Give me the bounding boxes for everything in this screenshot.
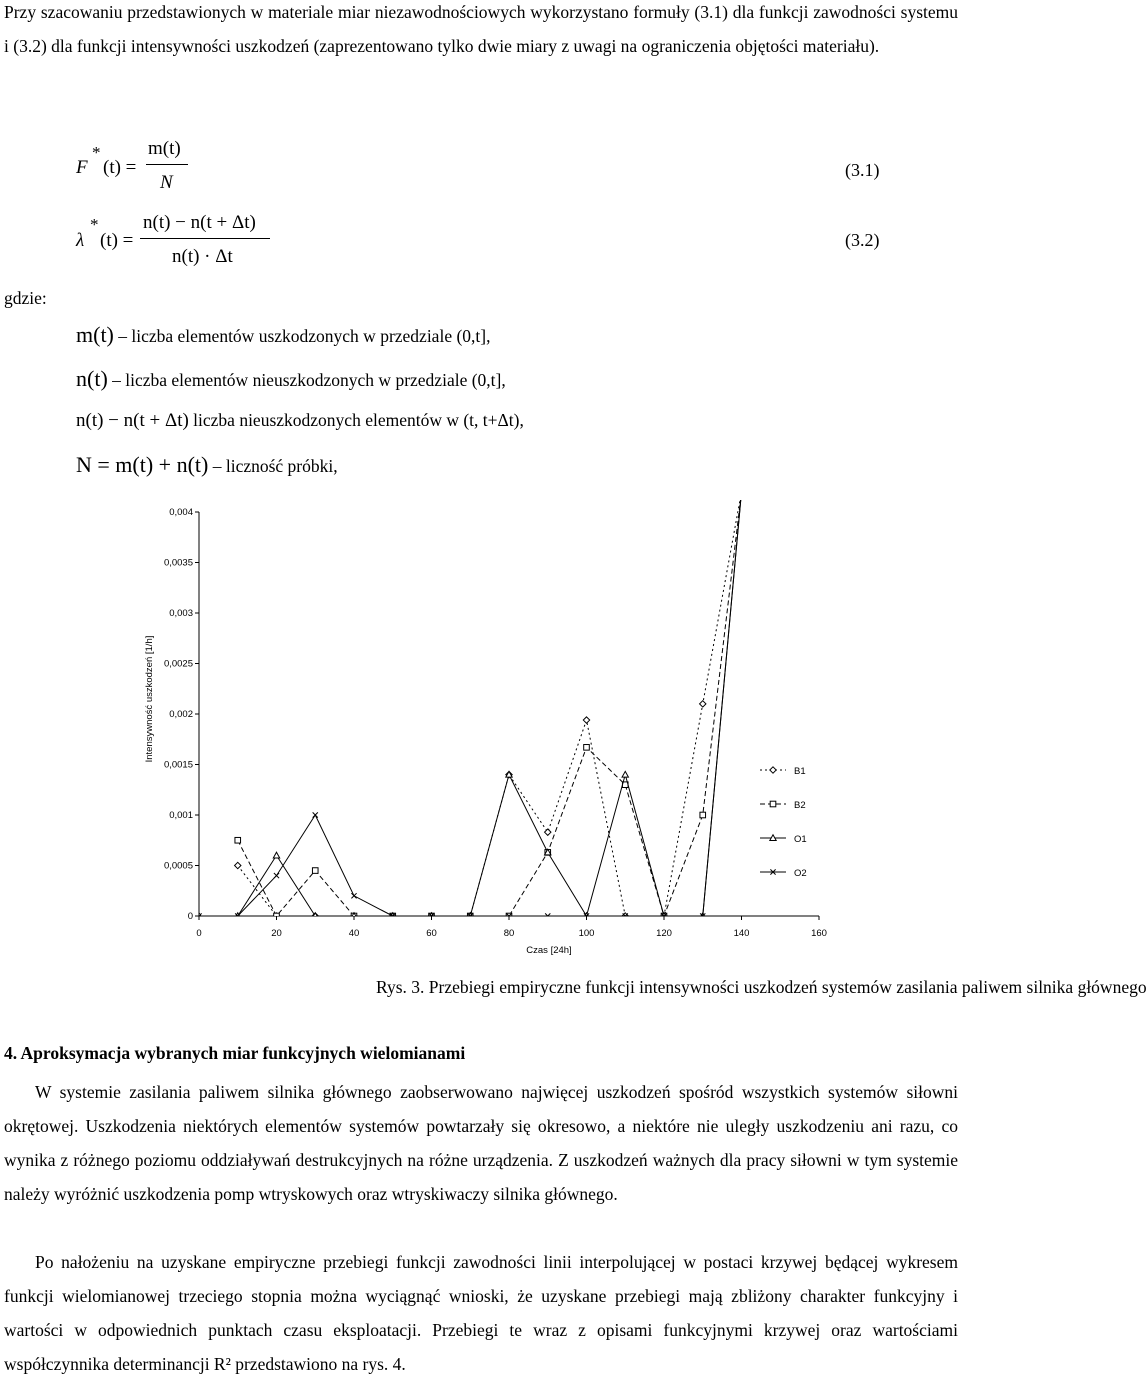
figure-caption: Rys. 3. Przebiegi empiryczne funkcji intensywności uszkodzeń systemów zasilania paliwem silnika głównego (376, 977, 1147, 997)
section-heading: 4. Aproksymacja wybranych miar funkcyjnych wielomianami (4, 1043, 466, 1063)
y-tick-label: 0,0015 (163, 759, 193, 771)
series-b1-point (583, 717, 589, 723)
series-b1-line (238, 492, 742, 916)
y-tick-label: 0,004 (169, 507, 193, 518)
eq2-numerator: n(t) − n(t + Δt) (143, 212, 256, 233)
series-o2-point (351, 893, 356, 898)
definition-N-symbol: N = m(t) + n(t) (76, 452, 209, 477)
series-o1-point (622, 771, 628, 777)
definition-N-text: – liczność próbki, (212, 456, 338, 476)
definition-m-text: – liczba elementów uszkodzonych w przedziale (0,t], (118, 326, 491, 346)
failure-intensity-chart (140, 500, 840, 965)
definition-m-symbol: m(t) (76, 322, 114, 347)
eq2-star: * (90, 215, 99, 234)
y-tick-label: 0,001 (169, 810, 193, 821)
paragraph-1: W systemie zasilania paliwem silnika głównego zaobserwowano najwięcej uszkodzeń spośród wszystkich systemów siłowni okrętowej. Uszkodzenia niektórych elementów systemów powtarzały się okresowo, a niektóre nie uległy uszkodzeniu ani razu, co wynika z różnego poziomu oddziaływań destrukcyjnych na różne urządzenia. Z uszkodzeń ważnych dla pracy siłowni w tym systemie należy wyróżnić uszkodzenia pomp wtryskowych oraz wtryskiwaczy silnika głównego. (4, 1082, 958, 1204)
x-tick-label: 60 (426, 928, 437, 939)
paragraph-2: Po nałożeniu na uzyskane empiryczne przebiegi funkcji zawodności linii interpolującej w postaci krzywej będącej wykresem funkcji wielomianowej trzeciego stopnia można wyciągnąć wnioski, że uzyskane przebiegi mają zbliżony charakter funkcyjny i wartości w odpowiednich punktach czasu eksploatacji. Przebiegi te wraz z opisami funkcyjnymi krzywej oraz wartościami współczynnika determinancji R² przedstawiono na rys. 4. (4, 1252, 958, 1374)
x-tick-label: 140 (733, 928, 750, 939)
series-b2-line (238, 492, 742, 916)
definition-n-symbol: n(t) (76, 366, 108, 391)
eq2-symbol: λ (76, 230, 85, 251)
x-tick-label: 80 (503, 928, 515, 939)
y-tick-label: 0,0035 (163, 557, 193, 569)
legend-label-o2: O2 (794, 868, 807, 879)
eq2-number: (3.2) (845, 230, 880, 250)
x-tick-label: 40 (348, 928, 360, 939)
series-o1 (196, 492, 742, 919)
series-b1-point (545, 829, 551, 835)
series-o2-point (274, 873, 279, 878)
legend-marker-b2 (770, 801, 776, 807)
series-b1-point (700, 701, 706, 707)
y-axis-label: Intensywność uszkodzeń [1/h] (144, 635, 155, 763)
definition-n-text: – liczba elementów nieuszkodzonych w przedziale (0,t], (112, 370, 506, 390)
series-b2 (235, 492, 742, 919)
series-b2-point (312, 868, 318, 874)
series-b1 (235, 492, 742, 919)
eq1-symbol: F (76, 157, 88, 178)
eq1-denominator: N (160, 172, 173, 193)
eq1-fraction-bar (146, 164, 188, 165)
series-o2-point (313, 812, 318, 817)
x-tick-label: 160 (811, 928, 827, 939)
equation-3-2-lhs (76, 230, 84, 252)
definition-n (76, 366, 506, 392)
y-tick-label: 0,0025 (163, 658, 193, 670)
eq1-star: * (92, 143, 101, 162)
definition-delta (76, 410, 524, 432)
legend-label-b2: B2 (794, 800, 806, 811)
legend-marker-b1 (770, 767, 776, 773)
chart-series (196, 492, 742, 919)
series-o1-point (273, 852, 279, 858)
eq1-numerator: m(t) (148, 138, 181, 159)
eq1-number: (3.1) (845, 160, 880, 180)
definition-N (76, 452, 338, 478)
series-o1-line (199, 492, 742, 916)
chart-axes (144, 507, 827, 956)
y-tick-label: 0 (187, 911, 193, 922)
x-tick-label: 20 (271, 928, 282, 939)
y-tick-label: 0,003 (169, 608, 193, 619)
y-tick-label: 0,0005 (163, 860, 193, 872)
eq2-argument: (t) = (100, 230, 134, 251)
legend-label-o1: O1 (794, 834, 807, 845)
x-tick-label: 100 (578, 928, 595, 939)
legend-label-b1: B1 (794, 766, 806, 777)
definition-delta-symbol: n(t) − n(t + Δt) (76, 410, 189, 431)
x-tick-label: 120 (656, 928, 672, 939)
intro-paragraph: Przy szacowaniu przedstawionych w materiale miar niezawodnościowych wykorzystano formuły (3.1) dla funkcji zawodności systemu i (3.2) dla funkcji intensywności uszkodzeń (zaprezentowano tylko dwie miary z uwagi na ograniczenia objętości materiału). (4, 2, 958, 56)
series-b2-point (235, 837, 241, 843)
x-axis-label: Czas [24h] (526, 945, 572, 956)
where-label: gdzie: (4, 288, 47, 308)
series-o2-line (199, 492, 742, 916)
definition-delta-text: liczba nieuszkodzonych elementów w (t, t+Δt), (193, 410, 524, 430)
y-tick-label: 0,002 (169, 709, 193, 720)
x-tick-label: 0 (196, 928, 202, 939)
eq2-fraction-bar (140, 238, 270, 239)
chart-legend (760, 766, 807, 879)
definition-m (76, 322, 490, 348)
equation-3-1-lhs (76, 157, 88, 179)
eq2-denominator: n(t) · Δt (172, 246, 233, 267)
series-b1-point (235, 862, 241, 868)
series-b2-point (700, 812, 706, 818)
series-b2-point (584, 745, 590, 751)
eq1-argument: (t) = (103, 157, 137, 178)
